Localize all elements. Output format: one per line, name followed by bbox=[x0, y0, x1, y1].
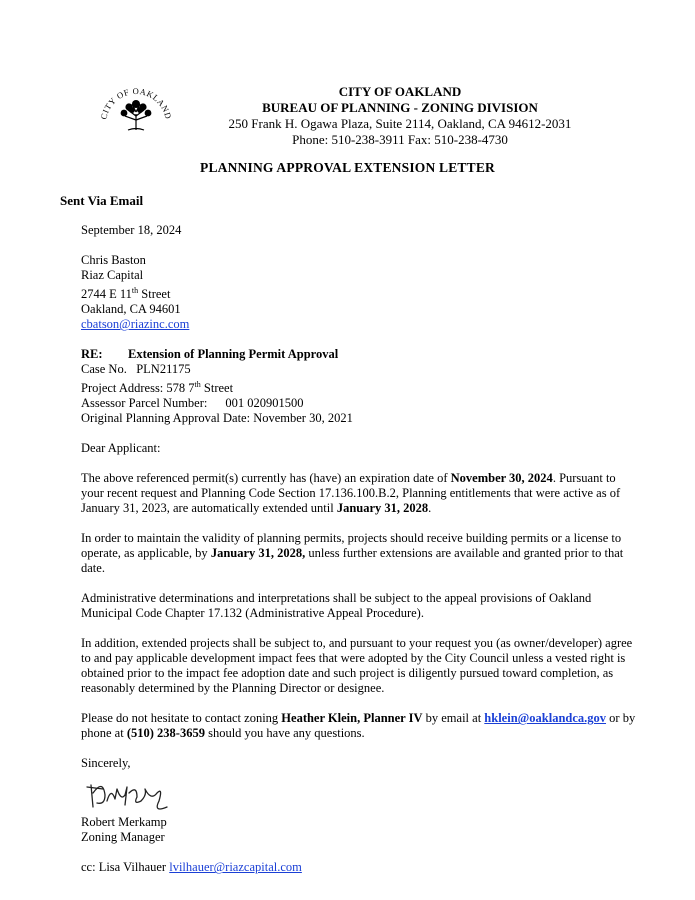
letter-date: September 18, 2024 bbox=[81, 223, 182, 237]
letterhead-address: 250 Frank H. Ogawa Plaza, Suite 2114, Oakland, CA 94612-2031 bbox=[228, 116, 572, 131]
recipient-email-link[interactable]: cbatson@riazinc.com bbox=[81, 317, 190, 332]
re-label: RE: bbox=[81, 347, 103, 362]
paragraph-expiration: The above referenced permit(s) currently has (have) an expiration date of November 30, 2024. Pursuant to your recent request and Planning Code Section 17.136.100.B.2, Planning entitlements that were active as of January 31, 2023, are automatically extended until January 31, 2028. bbox=[81, 471, 621, 516]
recipient-name: Chris Baston bbox=[81, 253, 146, 267]
salutation: Dear Applicant: bbox=[81, 441, 161, 456]
project-address: Project Address: 578 7th Street bbox=[81, 380, 234, 396]
paragraph-impact-fees: In addition, extended projects shall be subject to, and pursuant to your request you (as owner/developer) agree to and pay applicable development impact fees that were adopted by the City Council unless a vested right is obtained prior to the impact fee adoption date and such project is diligently pursued toward completion, as reasonably determined by the Planning Director or designee. bbox=[81, 636, 633, 696]
re-block bbox=[81, 347, 636, 426]
signer-title: Zoning Manager bbox=[81, 830, 165, 845]
re-subject: Extension of Planning Permit Approval bbox=[128, 347, 339, 362]
letterhead bbox=[180, 84, 620, 148]
letterhead-city: CITY OF OAKLAND bbox=[338, 84, 462, 99]
letterhead-phone: Phone: 510-238-3911 Fax: 510-238-4730 bbox=[292, 132, 508, 147]
recipient-city: Oakland, CA 94601 bbox=[81, 302, 181, 317]
city-of-oakland-logo bbox=[96, 80, 176, 144]
svg-text:CITY OF OAKLAND: CITY OF OAKLAND bbox=[98, 85, 174, 121]
recipient-street: 2744 E 11th Street bbox=[81, 286, 171, 302]
paragraph-contact: Please do not hesitate to contact zoning Heather Klein, Planner IV by email at hklein@oaklandca.gov or by phone at (510) 238-3659 should you have any questions. bbox=[81, 711, 636, 741]
sent-via-email: Sent Via Email bbox=[60, 193, 144, 208]
letterhead-bureau: BUREAU OF PLANNING - ZONING DIVISION bbox=[262, 100, 538, 115]
cc-email-link[interactable]: lvilhauer@riazcapital.com bbox=[169, 860, 302, 875]
cc-line: cc: Lisa Vilhauer lvilhauer@riazcapital.com bbox=[81, 860, 302, 875]
document-title: PLANNING APPROVAL EXTENSION LETTER bbox=[200, 160, 495, 175]
assessor-parcel-number: Assessor Parcel Number: 001 020901500 bbox=[81, 396, 304, 411]
paragraph-validity: In order to maintain the validity of planning permits, projects should receive building permits or a license to operate, as applicable, by January 31, 2028, unless further extensions are available and granted prior to that date. bbox=[81, 531, 624, 576]
signature-image bbox=[81, 771, 177, 815]
planner-email-link[interactable]: hklein@oaklandca.gov bbox=[484, 711, 607, 726]
letter-body bbox=[81, 223, 636, 875]
original-approval-date: Original Planning Approval Date: November 30, 2021 bbox=[81, 411, 353, 426]
recipient-company: Riaz Capital bbox=[81, 268, 144, 282]
case-number: Case No. PLN21175 bbox=[81, 362, 191, 377]
closing: Sincerely, bbox=[81, 756, 131, 771]
recipient-block bbox=[81, 253, 636, 332]
paragraph-appeal: Administrative determinations and interpretations shall be subject to the appeal provisions of Oakland Municipal Code Chapter 17.132 (Administrative Appeal Procedure). bbox=[81, 591, 592, 621]
signer-name: Robert Merkamp bbox=[81, 815, 167, 830]
